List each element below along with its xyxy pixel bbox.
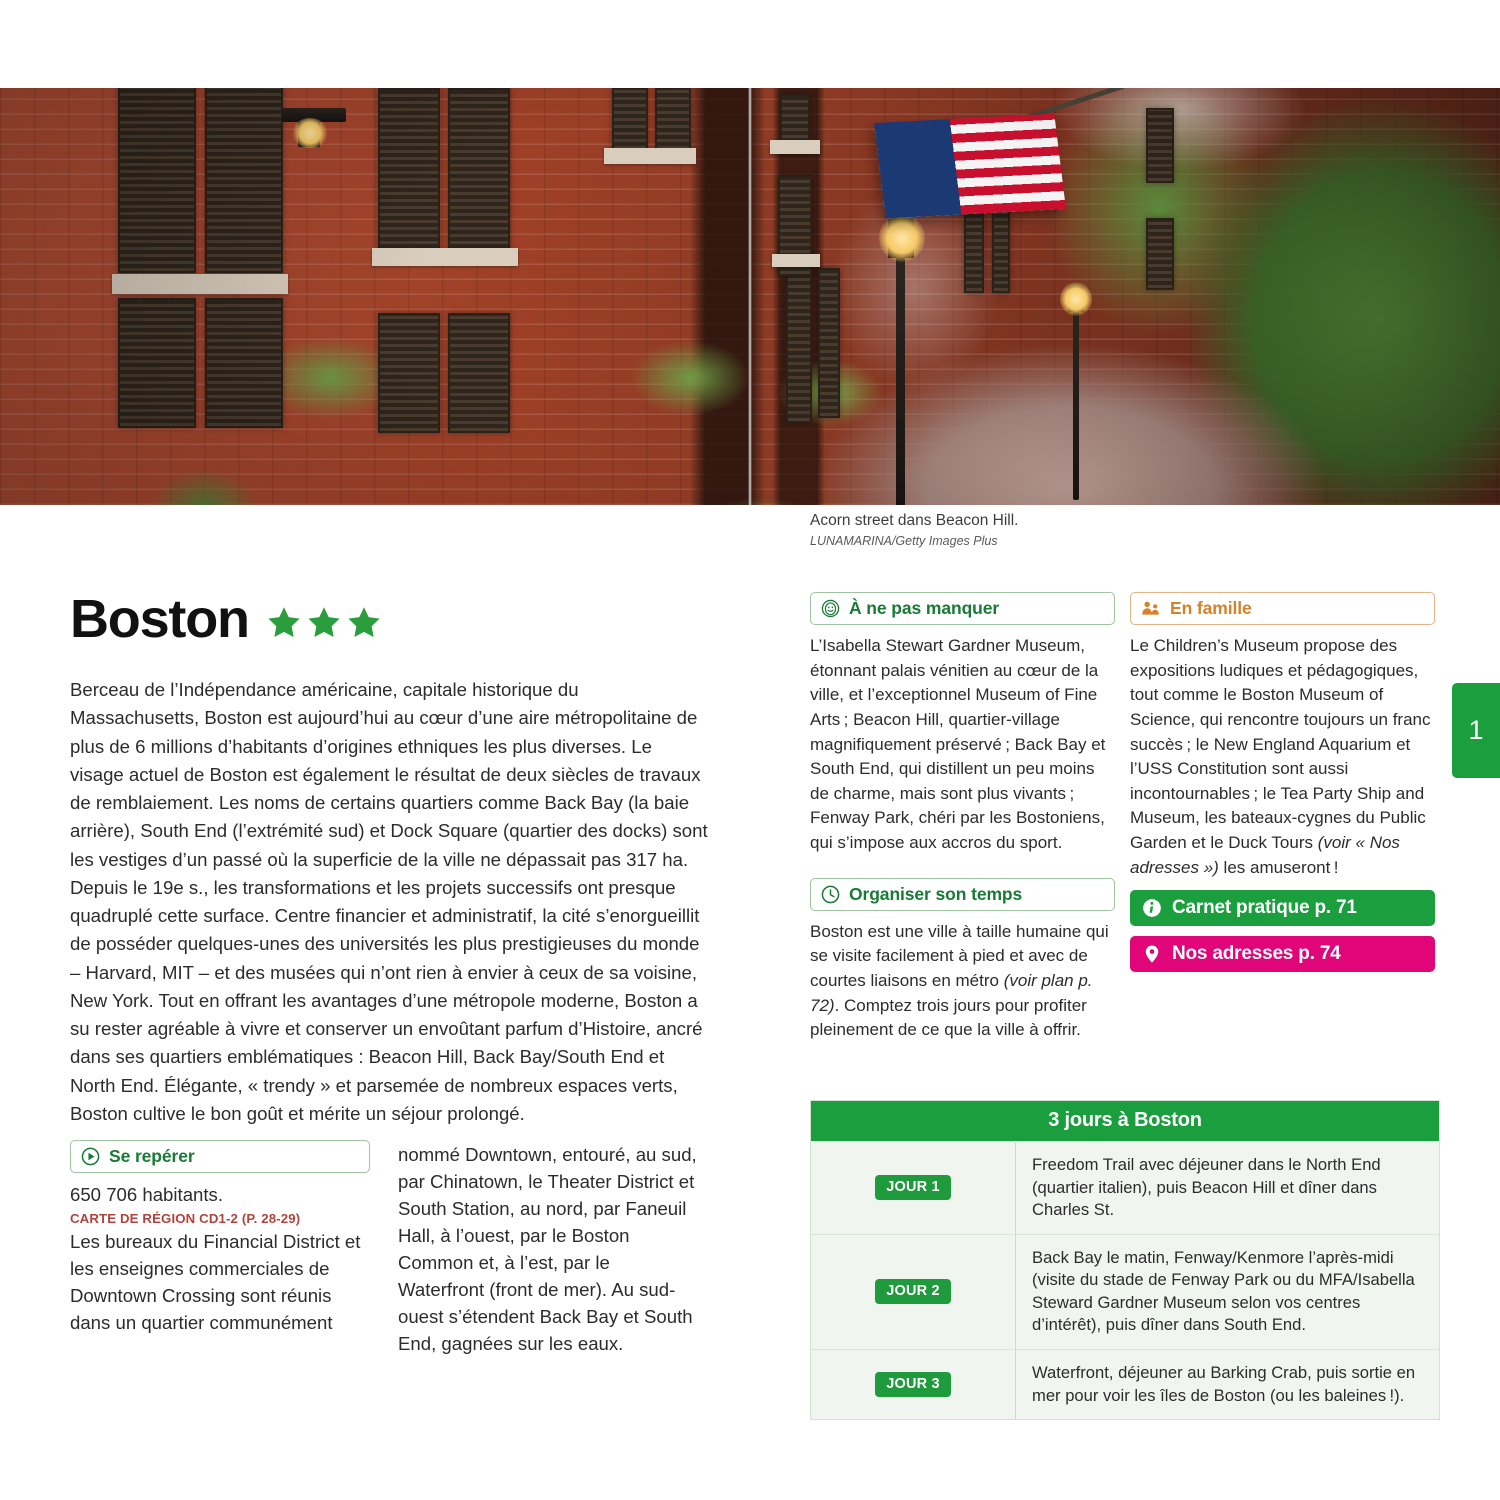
family-people-icon — [1141, 599, 1161, 618]
ef-text-1: Le Children’s Museum propose des expositions ludiques et pédagogiques, tout comme le Boston Museum of Science, qui rencontre toujours un franc succès ; le New England Aquarium et l’USS Constitution sont aussi incontournables ; le Tea Party Ship and Museum, les bateaux-cygnes du Public Garden et le Duck Tours — [1130, 636, 1431, 853]
se-reperer-body-2: nommé Downtown, entouré, au sud, par Chinatown, le Theater District et South Station, au nord, par Faneuil Hall, à l’ouest, par le Boston Common et, à l’est, par le Waterfront (front de mer). Au sud-ouest s’étendent Back Bay et South End, gagnées sur les eaux. — [398, 1144, 697, 1354]
itinerary-title: 3 jours à Boston — [811, 1101, 1439, 1141]
en-famille-body — [1130, 634, 1435, 880]
map-pin-icon — [1142, 944, 1162, 964]
smiley-face-icon — [821, 599, 840, 618]
table-row — [811, 1234, 1439, 1349]
right-column — [1130, 592, 1435, 972]
a-ne-pas-manquer-header — [810, 592, 1115, 625]
day-badge: JOUR 1 — [875, 1175, 951, 1200]
en-famille-label: En famille — [1170, 598, 1252, 618]
star-icon — [347, 605, 381, 639]
ost-text-2: . Comptez trois jours pour profiter pleinement de ce que la ville à offrir. — [810, 995, 1087, 1040]
day-description: Freedom Trail avec déjeuner dans le North End (quartier italien), puis Beacon Hill et dîner dans Charles St. — [1032, 1155, 1381, 1220]
photo-caption: Acorn street dans Beacon Hill. — [810, 512, 1019, 529]
ef-text-2: les amuseront ! — [1218, 857, 1339, 877]
middle-column — [810, 592, 1115, 1043]
se-reperer-header — [70, 1140, 370, 1173]
clock-icon — [821, 885, 840, 904]
hero-photo — [0, 88, 1500, 505]
page-title: Boston — [70, 589, 249, 649]
day-cell — [811, 1235, 1016, 1349]
ost-text-italic: (voir plan p. 72) — [810, 971, 1093, 1015]
a-ne-pas-manquer-label: À ne pas manquer — [849, 598, 1000, 618]
se-reperer-body-1: Les bureaux du Financial District et les enseignes commerciales de Downtown Crossing sont réunis dans un quartier communément — [70, 1230, 361, 1333]
photo-vignette — [0, 88, 1500, 505]
se-reperer-label: Se repérer — [109, 1146, 195, 1166]
day-description: Back Bay le matin, Fenway/Kenmore l’après-midi (visite du stade de Fenway Park ou du MFA/Isabella Steward Gardner Museum selon vos centres d’intérêt), puis dîner dans South End. — [1032, 1247, 1415, 1335]
organiser-son-temps-header — [810, 878, 1115, 911]
photo-caption-block — [810, 511, 1370, 550]
carnet-pratique-button[interactable] — [1130, 890, 1435, 926]
day-badge: JOUR 2 — [875, 1279, 951, 1304]
nos-adresses-button[interactable] — [1130, 936, 1435, 972]
info-circle-icon — [1142, 898, 1162, 918]
city-intro-text: Berceau de l’Indépendance américaine, capitale historique du Massachusetts, Boston est aujourd’hui au cœur d’une aire métropolitaine de plus de 6 millions d’habitants d’origines ethniques les plus diverses. Le visage actuel de Boston est également le résultat de deux siècles de travaux de remblaiement. Les noms de certains quartiers comme Back Bay (la baie arrière), South End (l’extrémité sud) et Dock Square (quartier des docks) sont les vestiges d’un passé où la superficie de la ville ne dépassait pas 317 ha. Depuis le 19e s., les transformations et les projets successifs ont presque quadruplé cette surface. Centre financier et administratif, la cité s’enorgueillit de posséder quelques-unes des universités les plus prestigieuses du monde – Harvard, MIT – et des musées qui n’ont rien à envier à ceux de sa voisine, New York. Tout en offrant les avantages d’une métropole moderne, Boston a su rester agréable à vivre et conserver un envoûtant parfum d’Histoire, ancré dans ses quartiers emblématiques : Beacon Hill, Back Bay/South End et North End. Élégante, « trendy » et parsemée de nombreux espaces verts, Boston cultive le bon goût et mérite un séjour prolongé. — [70, 679, 708, 1124]
carnet-pratique-label: Carnet pratique p. 71 — [1172, 897, 1357, 919]
a-ne-pas-manquer-body: L’Isabella Stewart Gardner Museum, étonnant palais vénitien au cœur de la ville, et l’exceptionnel Museum of Fine Arts ; Beacon Hill, quartier-village magnifiquement préservé ; Back Bay et South End, qui distillent un peu moins de charme, mais sont plus vivants ; Fenway Park, chéri par les Bostoniens, qui s’impose aux accros du sport. — [810, 636, 1106, 853]
page-number-tab — [1452, 683, 1500, 778]
page-number: 1 — [1468, 715, 1484, 745]
ef-text-italic: (voir « Nos adresses ») — [1130, 833, 1400, 877]
star-rating — [267, 599, 381, 639]
play-circle-icon — [81, 1147, 100, 1166]
table-row — [811, 1349, 1439, 1419]
photo-credit: LUNAMARINA/Getty Images Plus — [810, 533, 998, 548]
left-column — [70, 589, 710, 1128]
se-reperer-col1 — [70, 1140, 370, 1358]
se-reperer-section — [70, 1140, 710, 1358]
table-row — [811, 1141, 1439, 1234]
organiser-son-temps-body — [810, 920, 1115, 1043]
day-cell — [811, 1142, 1016, 1234]
city-title-row — [70, 589, 710, 649]
star-icon — [267, 605, 301, 639]
map-reference: CARTE DE RÉGION CD1-2 (P. 28-29) — [70, 1210, 301, 1226]
organiser-son-temps-label: Organiser son temps — [849, 883, 1023, 904]
en-famille-header — [1130, 592, 1435, 625]
day-cell — [811, 1350, 1016, 1419]
day-badge: JOUR 3 — [875, 1372, 951, 1397]
nos-adresses-label: Nos adresses p. 74 — [1172, 943, 1341, 965]
day-description: Waterfront, déjeuner au Barking Crab, puis sortie en mer pour voir les îles de Boston (ou les baleines !). — [1032, 1362, 1416, 1405]
population-value: 650 706 habitants. — [70, 1184, 224, 1205]
se-reperer-col2 — [398, 1140, 698, 1358]
ost-text-1: Boston est une ville à taille humaine qui se visite facilement à pied et avec de courtes liaisons en métro — [810, 921, 1109, 991]
itinerary-table — [810, 1100, 1440, 1420]
star-icon — [307, 605, 341, 639]
